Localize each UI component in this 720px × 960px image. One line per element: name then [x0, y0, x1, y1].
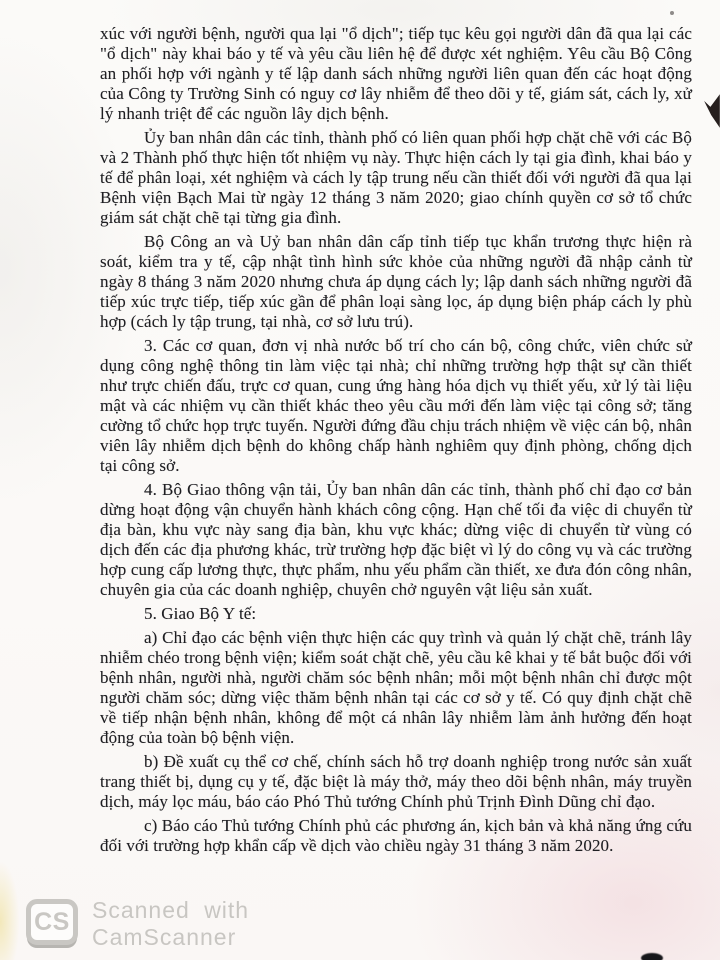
doc-paragraph-3: Bộ Công an và Uỷ ban nhân dân cấp tỉnh tiếp tục khẩn trương thực hiện rà soát, kiểm tra y tế, cập nhật tình hình sức khỏe của những người đã nhập cảnh từ ngày 8 tháng 3 năm 2020 nhưng chưa áp dụng cách ly; lập danh sách những người đã tiếp xúc trực tiếp, tiếp xúc gần để phân loại sàng lọc, áp dụng biện pháp cách ly phù hợp (cách ly tập trung, tại nhà, cơ sở lưu trú). — [100, 232, 692, 331]
watermark-line-1: Scanned with — [92, 897, 250, 923]
doc-paragraph-6: 5. Giao Bộ Y tế: — [144, 604, 257, 623]
doc-paragraph-9: c) Báo cáo Thủ tướng Chính phủ các phương án, kịch bản và khả năng ứng cứu đối với trường hợp khẩn cấp về dịch vào chiều ngày 31 tháng 3 năm 2020. — [100, 816, 692, 855]
document-body — [100, 24, 692, 860]
scan-artifact-right-wedge — [704, 94, 720, 128]
doc-paragraph-2: Ủy ban nhân dân các tỉnh, thành phố có liên quan phối hợp chặt chẽ với các Bộ và 2 Thành phố thực hiện tốt nhiệm vụ này. Thực hiện cách ly tại gia đình, khai báo y tế để phân loại, xét nghiệm và cách ly tập trung nếu cần thiết đối với người đã qua lại Bệnh viện Bạch Mai từ ngày 12 tháng 3 năm 2020; giao chính quyền cơ sở tổ chức giám sát chặt chẽ tại từng gia đình. — [100, 128, 692, 227]
camscanner-logo-icon — [26, 899, 78, 945]
scan-artifact-top-dot — [670, 11, 674, 15]
doc-paragraph-5: 4. Bộ Giao thông vận tải, Ủy ban nhân dân các tỉnh, thành phố chỉ đạo cơ bản dừng hoạt động vận chuyển hành khách công cộng. Hạn chế tối đa việc di chuyển từ địa bàn, khu vực này sang địa bàn, khu vực khác; dừng việc di chuyển từ vùng có dịch đến các địa phương khác, trừ trường hợp đặc biệt vì lý do công vụ và các trường hợp cung cấp lương thực, thực phẩm, nhu yếu phẩm cần thiết, xe đưa đón công nhân, chuyên gia của các doanh nghiệp, chuyên chở nguyên vật liệu sản xuất. — [100, 480, 692, 599]
camscanner-cs-label: CS — [34, 907, 70, 936]
scan-artifact-bottom-spot — [641, 953, 663, 960]
doc-paragraph-8: b) Đề xuất cụ thể cơ chế, chính sách hỗ trợ doanh nghiệp trong nước sản xuất trang thiết bị, dụng cụ y tế, đặc biệt là máy thở, máy theo dõi bệnh nhân, máy truyền dịch, máy lọc máu, báo cáo Phó Thủ tướng Chính phủ Trịnh Đình Dũng chỉ đạo. — [100, 752, 692, 811]
watermark-line-2: CamScanner — [92, 924, 237, 950]
doc-paragraph-4: 3. Các cơ quan, đơn vị nhà nước bố trí cho cán bộ, công chức, viên chức sử dụng công nghệ thông tin làm việc tại nhà; chỉ những trường hợp thật sự cần thiết như trực chiến đấu, trực cơ quan, cung ứng hàng hóa dịch vụ thiết yếu, xử lý tài liệu mật và các nhiệm vụ cần thiết khác theo yêu cầu mới đến làm việc tại công sở; tăng cường tổ chức họp trực tuyến. Người đứng đầu chịu trách nhiệm về việc cán bộ, nhân viên lây nhiễm dịch bệnh do không chấp hành nghiêm quy định phòng, chống dịch tại công sở. — [100, 336, 692, 475]
doc-paragraph-1: xúc với người bệnh, người qua lại "ổ dịch"; tiếp tục kêu gọi người dân đã qua lại các "ổ dịch" này khai báo y tế và yêu cầu liên hệ để được xét nghiệm. Yêu cầu Bộ Công an phối hợp với ngành y tế lập danh sách những người liên quan đến các hoạt động của Công ty Trường Sinh có nguy cơ lây nhiễm để theo dõi y tế, giám sát, cách ly, xử lý nhanh triệt để các nguồn lây dịch bệnh. — [100, 24, 692, 123]
doc-paragraph-7: a) Chỉ đạo các bệnh viện thực hiện các quy trình và quản lý chặt chẽ, tránh lây nhiễm chéo trong bệnh viện; kiểm soát chặt chẽ, yêu cầu kê khai y tế bắt buộc đối với bệnh nhân, người nhà, người chăm sóc bệnh nhân; mỗi một bệnh nhân chỉ được một người chăm sóc; dừng việc thăm bệnh nhân tại các cơ sở y tế. Có quy định chặt chẽ về tiếp nhận bệnh nhân, không để một cá nhân lây nhiễm làm ảnh hưởng đến hoạt động của toàn bộ bệnh viện. — [100, 628, 693, 747]
camscanner-watermark — [92, 897, 249, 951]
